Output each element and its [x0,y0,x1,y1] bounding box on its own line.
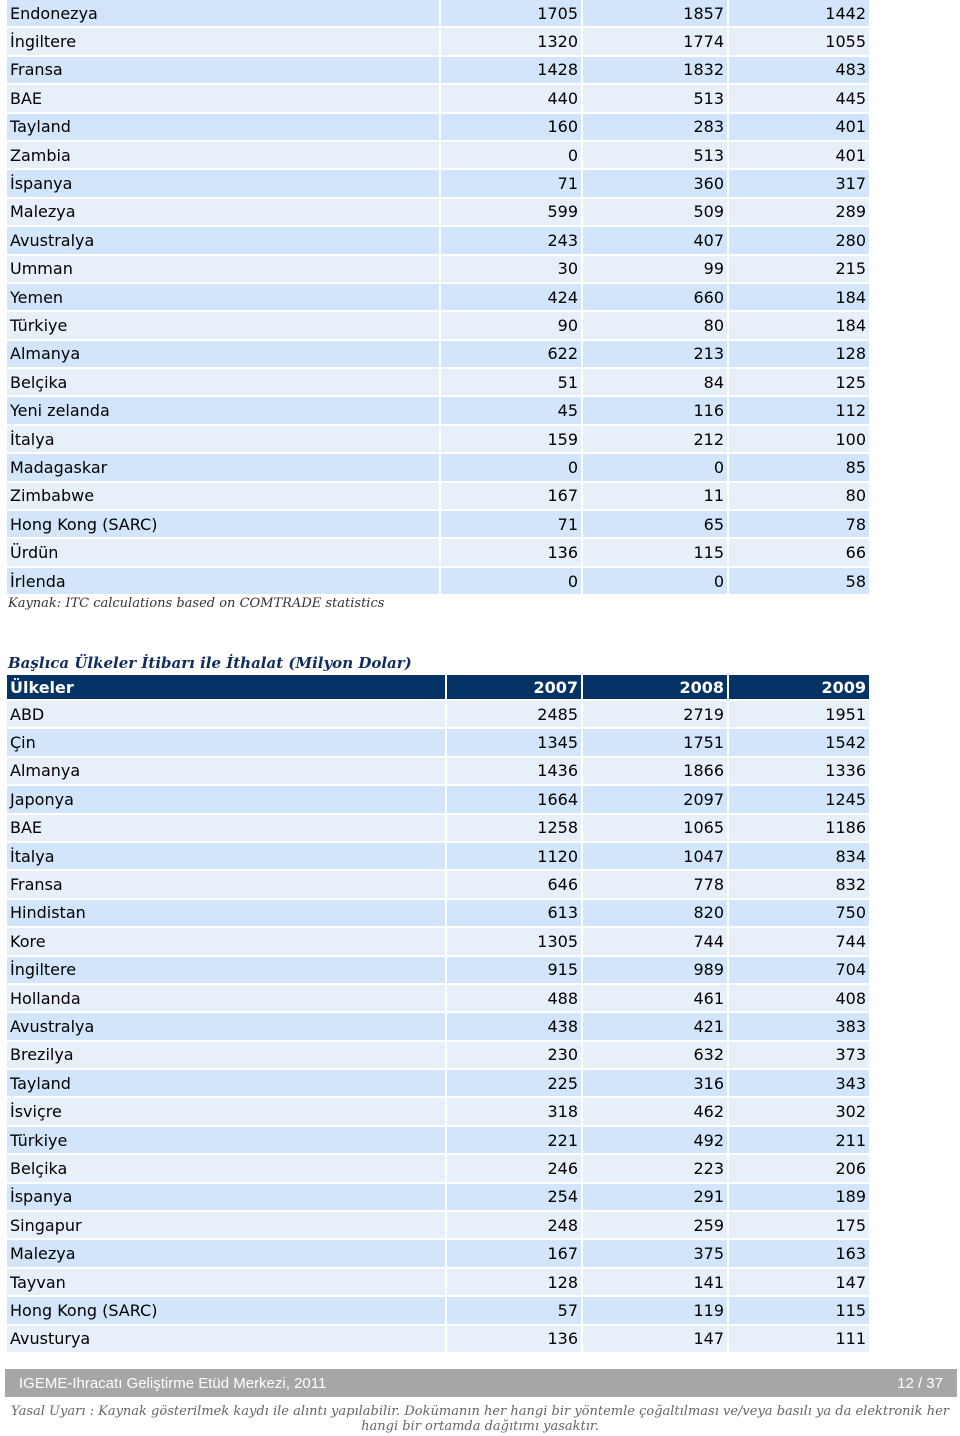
table-row [7,511,869,539]
value-cell: 184 [729,312,869,340]
table-row [7,985,869,1013]
value-cell: 71 [441,170,581,198]
value-cell: 2097 [583,786,727,814]
table-row [7,426,869,454]
value-cell: 116 [583,397,727,425]
source-note: Kaynak: ITC calculations based on COMTRADE statistics [8,596,385,611]
import-table-body [7,701,869,1354]
value-cell: 1857 [583,0,727,28]
value-cell: 90 [441,312,581,340]
value-cell: 318 [447,1098,581,1126]
value-cell: 147 [583,1326,727,1354]
value-cell: 0 [441,142,581,170]
value-cell: 163 [729,1240,869,1268]
table-row [7,170,869,198]
page-number: 12 / 37 [897,1375,943,1392]
value-cell: 445 [729,85,869,113]
country-cell: Madagaskar [7,454,439,482]
value-cell: 424 [441,284,581,312]
import-table [5,675,871,1354]
country-cell: Singapur [7,1212,445,1240]
value-cell: 65 [583,511,727,539]
value-cell: 206 [729,1155,869,1183]
value-cell: 0 [583,454,727,482]
table-row [7,227,869,255]
country-cell: İspanya [7,170,439,198]
value-cell: 99 [583,256,727,284]
header-2009: 2009 [729,675,869,701]
country-cell: Avusturya [7,1326,445,1354]
value-cell: 401 [729,114,869,142]
country-cell: Hong Kong (SARC) [7,511,439,539]
value-cell: 128 [729,341,869,369]
table-row [7,114,869,142]
value-cell: 1664 [447,786,581,814]
country-cell: Almanya [7,341,439,369]
country-cell: Kore [7,928,445,956]
table-row [7,57,869,85]
value-cell: 221 [447,1127,581,1155]
value-cell: 1832 [583,57,727,85]
value-cell: 243 [441,227,581,255]
country-cell: Fransa [7,871,445,899]
value-cell: 778 [583,871,727,899]
value-cell: 1055 [729,28,869,56]
value-cell: 646 [447,871,581,899]
country-cell: İngiltere [7,957,445,985]
value-cell: 115 [583,539,727,567]
export-table-body [7,0,869,596]
value-cell: 1442 [729,0,869,28]
value-cell: 141 [583,1269,727,1297]
value-cell: 1120 [447,843,581,871]
table-row [7,397,869,425]
country-cell: Avustralya [7,1013,445,1041]
value-cell: 167 [447,1240,581,1268]
value-cell: 1245 [729,786,869,814]
table-row [7,539,869,567]
value-cell: 488 [447,985,581,1013]
value-cell: 373 [729,1042,869,1070]
value-cell: 407 [583,227,727,255]
value-cell: 1305 [447,928,581,956]
value-cell: 78 [729,511,869,539]
country-cell: Belçika [7,1155,445,1183]
country-cell: Fransa [7,57,439,85]
value-cell: 30 [441,256,581,284]
value-cell: 211 [729,1127,869,1155]
table-row [7,1042,869,1070]
country-cell: Japonya [7,786,445,814]
value-cell: 119 [583,1297,727,1325]
value-cell: 492 [583,1127,727,1155]
value-cell: 915 [447,957,581,985]
country-cell: Hollanda [7,985,445,1013]
table-row [7,928,869,956]
table-row [7,1098,869,1126]
value-cell: 147 [729,1269,869,1297]
value-cell: 744 [583,928,727,956]
value-cell: 225 [447,1070,581,1098]
country-cell: Tayvan [7,1269,445,1297]
country-cell: Türkiye [7,312,439,340]
value-cell: 1436 [447,758,581,786]
table-row [7,1297,869,1325]
export-table [5,0,871,596]
value-cell: 704 [729,957,869,985]
value-cell: 215 [729,256,869,284]
table-row [7,815,869,843]
value-cell: 128 [447,1269,581,1297]
value-cell: 84 [583,369,727,397]
value-cell: 66 [729,539,869,567]
value-cell: 291 [583,1184,727,1212]
table-row [7,256,869,284]
value-cell: 832 [729,871,869,899]
table-row [7,369,869,397]
value-cell: 80 [729,483,869,511]
value-cell: 1951 [729,701,869,729]
table-row [7,1184,869,1212]
value-cell: 11 [583,483,727,511]
value-cell: 421 [583,1013,727,1041]
value-cell: 343 [729,1070,869,1098]
country-cell: Avustralya [7,227,439,255]
footer-bar [5,1369,957,1397]
value-cell: 613 [447,900,581,928]
import-table-title: Başlıca Ülkeler İtibarı ile İthalat (Milyon Dolar) [8,654,412,672]
value-cell: 71 [441,511,581,539]
country-cell: İtalya [7,426,439,454]
country-cell: ABD [7,701,445,729]
value-cell: 289 [729,199,869,227]
country-cell: Çin [7,729,445,757]
table-row [7,900,869,928]
table-row [7,1212,869,1240]
legal-disclaimer: Yasal Uyarı : Kaynak gösterilmek kaydı ile alıntı yapılabilir. Dokümanın her hangi bir yöntemle çoğaltılması ve/veya basılı ya da elektronik her hangi bir ortamda dağıtımı yasaktır. [11,1404,949,1434]
header-countries: Ülkeler [7,675,445,701]
table-row [7,1070,869,1098]
table-row [7,786,869,814]
header-2007: 2007 [447,675,581,701]
value-cell: 136 [447,1326,581,1354]
table-row [7,568,869,596]
value-cell: 834 [729,843,869,871]
value-cell: 599 [441,199,581,227]
value-cell: 462 [583,1098,727,1126]
country-cell: İtalya [7,843,445,871]
value-cell: 175 [729,1212,869,1240]
value-cell: 254 [447,1184,581,1212]
value-cell: 0 [583,568,727,596]
value-cell: 248 [447,1212,581,1240]
country-cell: İngiltere [7,28,439,56]
table-row [7,1013,869,1041]
value-cell: 80 [583,312,727,340]
value-cell: 1065 [583,815,727,843]
table-row [7,142,869,170]
value-cell: 750 [729,900,869,928]
country-cell: Tayland [7,1070,445,1098]
table-row [7,1240,869,1268]
country-cell: Ürdün [7,539,439,567]
value-cell: 1705 [441,0,581,28]
country-cell: Zambia [7,142,439,170]
country-cell: Türkiye [7,1127,445,1155]
country-cell: İrlenda [7,568,439,596]
value-cell: 1186 [729,815,869,843]
value-cell: 223 [583,1155,727,1183]
value-cell: 622 [441,341,581,369]
value-cell: 513 [583,85,727,113]
country-cell: Umman [7,256,439,284]
value-cell: 160 [441,114,581,142]
value-cell: 660 [583,284,727,312]
value-cell: 212 [583,426,727,454]
value-cell: 1866 [583,758,727,786]
value-cell: 375 [583,1240,727,1268]
value-cell: 440 [441,85,581,113]
country-cell: Belçika [7,369,439,397]
country-cell: Hindistan [7,900,445,928]
value-cell: 112 [729,397,869,425]
value-cell: 461 [583,985,727,1013]
table-row [7,871,869,899]
table-row [7,483,869,511]
country-cell: Brezilya [7,1042,445,1070]
value-cell: 100 [729,426,869,454]
country-cell: Yeni zelanda [7,397,439,425]
footer-publisher: IGEME-Ihracatı Geliştirme Etüd Merkezi, 2011 [19,1375,327,1392]
value-cell: 1751 [583,729,727,757]
value-cell: 744 [729,928,869,956]
country-cell: BAE [7,85,439,113]
value-cell: 213 [583,341,727,369]
header-2008: 2008 [583,675,727,701]
country-cell: Tayland [7,114,439,142]
value-cell: 1336 [729,758,869,786]
table-row [7,729,869,757]
value-cell: 2719 [583,701,727,729]
value-cell: 401 [729,142,869,170]
value-cell: 189 [729,1184,869,1212]
table-row [7,85,869,113]
value-cell: 85 [729,454,869,482]
country-cell: Zimbabwe [7,483,439,511]
value-cell: 0 [441,454,581,482]
table-row [7,1127,869,1155]
value-cell: 1320 [441,28,581,56]
country-cell: Yemen [7,284,439,312]
country-cell: Malezya [7,199,439,227]
value-cell: 184 [729,284,869,312]
table-row [7,957,869,985]
value-cell: 438 [447,1013,581,1041]
value-cell: 1542 [729,729,869,757]
value-cell: 1345 [447,729,581,757]
value-cell: 820 [583,900,727,928]
table-row [7,1326,869,1354]
value-cell: 1774 [583,28,727,56]
value-cell: 408 [729,985,869,1013]
country-cell: İsviçre [7,1098,445,1126]
table-row [7,1269,869,1297]
value-cell: 246 [447,1155,581,1183]
table-row [7,0,869,28]
value-cell: 230 [447,1042,581,1070]
value-cell: 57 [447,1297,581,1325]
table-row [7,843,869,871]
table-row [7,284,869,312]
country-cell: İspanya [7,1184,445,1212]
value-cell: 111 [729,1326,869,1354]
table-row [7,701,869,729]
value-cell: 483 [729,57,869,85]
value-cell: 989 [583,957,727,985]
value-cell: 45 [441,397,581,425]
value-cell: 283 [583,114,727,142]
value-cell: 1258 [447,815,581,843]
table-row [7,312,869,340]
value-cell: 136 [441,539,581,567]
value-cell: 58 [729,568,869,596]
value-cell: 125 [729,369,869,397]
value-cell: 317 [729,170,869,198]
value-cell: 1428 [441,57,581,85]
table-row [7,1155,869,1183]
value-cell: 2485 [447,701,581,729]
country-cell: BAE [7,815,445,843]
table-row [7,341,869,369]
value-cell: 383 [729,1013,869,1041]
value-cell: 280 [729,227,869,255]
table-row [7,28,869,56]
country-cell: Endonezya [7,0,439,28]
value-cell: 632 [583,1042,727,1070]
value-cell: 159 [441,426,581,454]
value-cell: 1047 [583,843,727,871]
value-cell: 167 [441,483,581,511]
value-cell: 259 [583,1212,727,1240]
value-cell: 513 [583,142,727,170]
country-cell: Hong Kong (SARC) [7,1297,445,1325]
country-cell: Almanya [7,758,445,786]
table-row [7,758,869,786]
value-cell: 115 [729,1297,869,1325]
value-cell: 0 [441,568,581,596]
value-cell: 509 [583,199,727,227]
value-cell: 51 [441,369,581,397]
import-table-header-row [7,675,869,701]
value-cell: 316 [583,1070,727,1098]
table-row [7,199,869,227]
value-cell: 360 [583,170,727,198]
country-cell: Malezya [7,1240,445,1268]
table-row [7,454,869,482]
value-cell: 302 [729,1098,869,1126]
